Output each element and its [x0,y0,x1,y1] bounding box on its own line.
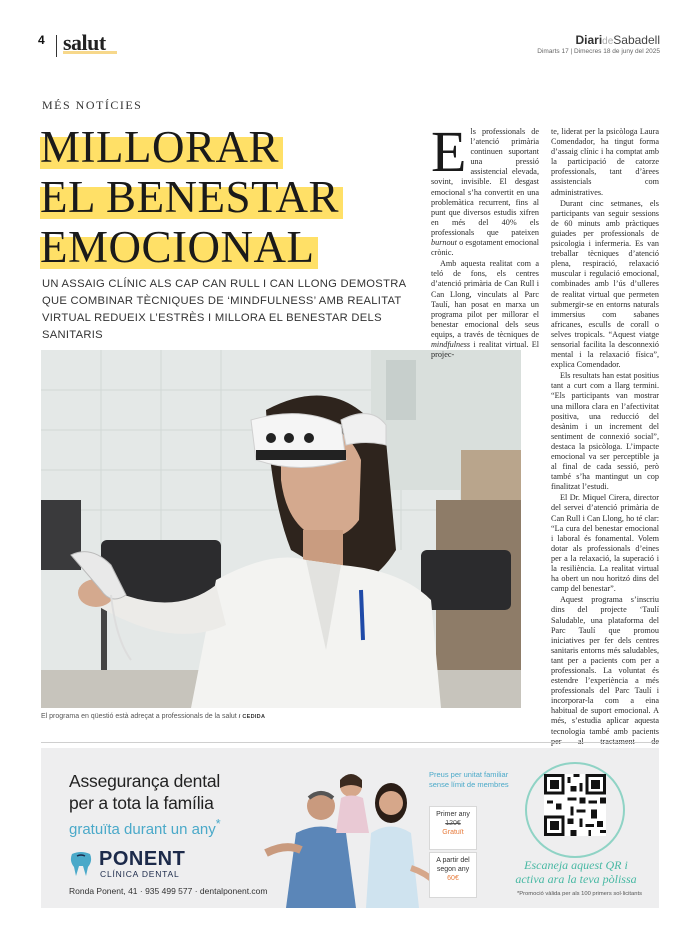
page-number: 4 [38,33,45,47]
paragraph: El Dr. Miquel Cirera, director del servei d’atenció primària de Can Rull i Can Llong, ho té clar: “La cura del benestar emocional i laboral és fonamental. Volem dotar als professionals d’eines per a la relaxació, la superació i la resiliència. La realitat virtual ha obert un nou horitzó dins del camp del benestar”. [551,493,659,594]
paragraph: te, liderat per la psicòloga Laura Comendador, ha tingut forma d’assaig clínic i ha comptat amb la participació de catorze professionals, tant d’àrees assistencials com administratives. [551,127,659,197]
price-box-second-year: A partir del segon any 60€ [429,852,477,898]
article-photo [41,350,521,708]
headline-line: MILLORAR [40,124,283,171]
kicker: MÉS NOTÍCIES [42,98,143,112]
paragraph: Aquest programa s’inscriu dins del projecte ‘Taulí Saludable, una plataforma del Parc Taulí que promou iniciatives per fer dels centres sanitaris entorns més saludables, tant per a pacients com per a professionals. La voluntat és estendre l’experiència a més professionals del Parc Taulí i incorporar-la com a eina habitual de suport emocional. A més, s’estudia aplicar aquesta tecnologia també amb pacients [551,595,659,736]
family-photo [241,758,441,908]
photo-caption: El programa en qüestió està adreçat a professionals de la salut / CEDIDA [41,713,266,720]
ad-title-line-1: Assegurança dental [69,771,221,791]
tooth-logo-icon [69,851,93,877]
section-title: salut [63,30,106,55]
article-column-1: Els professionals de l’atenció primària continuen suportant una pressió assistencial elevada, sovint, invisible. El desgast emocional s’ha convertit en una problemàtica recurrent, fins al punt que diversos estudis xifren en més del 40% els professionals que pateixen burnout o esgotament emocional crònic. Amb aquesta realitat com a teló de fons, els centres d’atenció primària de Can Rull i Can Llong, vinculats al Parc Taulí, han posat en marxa un programa pilot per millorar el benestar emocional dels seus equips, a través de tècniques de mindfulness i realitat virtual. El projec- [431,119,540,360]
headline [40,124,420,274]
ad-divider [41,742,659,743]
header-divider [56,35,57,57]
ad-title-line-3: gratuïta durant un any* [69,817,221,838]
qr-code-icon[interactable] [544,774,606,836]
ad-fine-print: *Promoció vàlida per als 100 primers sol·licitants [517,891,643,897]
price-box-first-year: Primer any 120€ Gratuït [429,806,477,850]
paragraph: Els resultats han estat positius tant a curt com a llarg termini. “Els participants van mostrar una millora clara en l’afectivitat positiva, una reducció del desànim i un increment del sentiment de connexió social”, destaca la psicòloga. L’impacte emocional va ser perceptible ja al final de cada sessió, però també s’ha mantingut un cop finalitzat l’estudi. [551,371,659,492]
clinic-brand: PONENT [99,848,186,870]
vr-headset-photo [41,350,521,708]
headline-line: EMOCIONAL [40,224,318,271]
qr-call-to-action: Escaneja aquest QR i activa ara la teva pòlissa [515,858,637,886]
headline-line: EL BENESTAR [40,174,343,221]
issue-date: Dimarts 17 | Dimecres 18 de juny del 2025 [537,48,660,55]
clinic-address: Ronda Ponent, 41 · 935 499 577 · dentalponent.com [69,886,268,896]
dental-advertisement [41,748,659,908]
clinic-brand-sub: CLÍNICA DENTAL [100,869,180,879]
paragraph: Durant cinc setmanes, els participants van seguir sessions de 60 minuts amb pràctiques guiades per professionals de psicologia i infermeria. Es van treballar tècniques d’atenció plena, respiració, relaxació muscular i regulació emocional, combinades amb l’ús d’ulleres de realitat virtual que permeten submergir-se en entorns naturals immersius com sabanes africanes, esculls de corall o selves tropicals. “Aquest viatge sensorial facilita la desconnexió mental i la relaxació física”, explica Comendador. [551,198,659,370]
subheadline: UN ASSAIG CLÍNIC ALS CAP CAN RULL I CAN LLONG DEMOSTRA QUE COMBINAR TÈCNIQUES DE ‘MINDFULNESS’ AMB REALITAT VIRTUAL REDUEIX L’ESTRÈS I MILLORA EL BENESTAR DELS SANITARIS [42,278,406,341]
newspaper-brand: DiarideSabadell [575,33,660,47]
drop-cap: E [431,119,467,184]
article-column-2 [551,127,659,766]
price-heading: Preus per unitat familiar sense límit de membres [429,770,509,789]
ad-title-line-2: per a tota la família [69,793,214,813]
